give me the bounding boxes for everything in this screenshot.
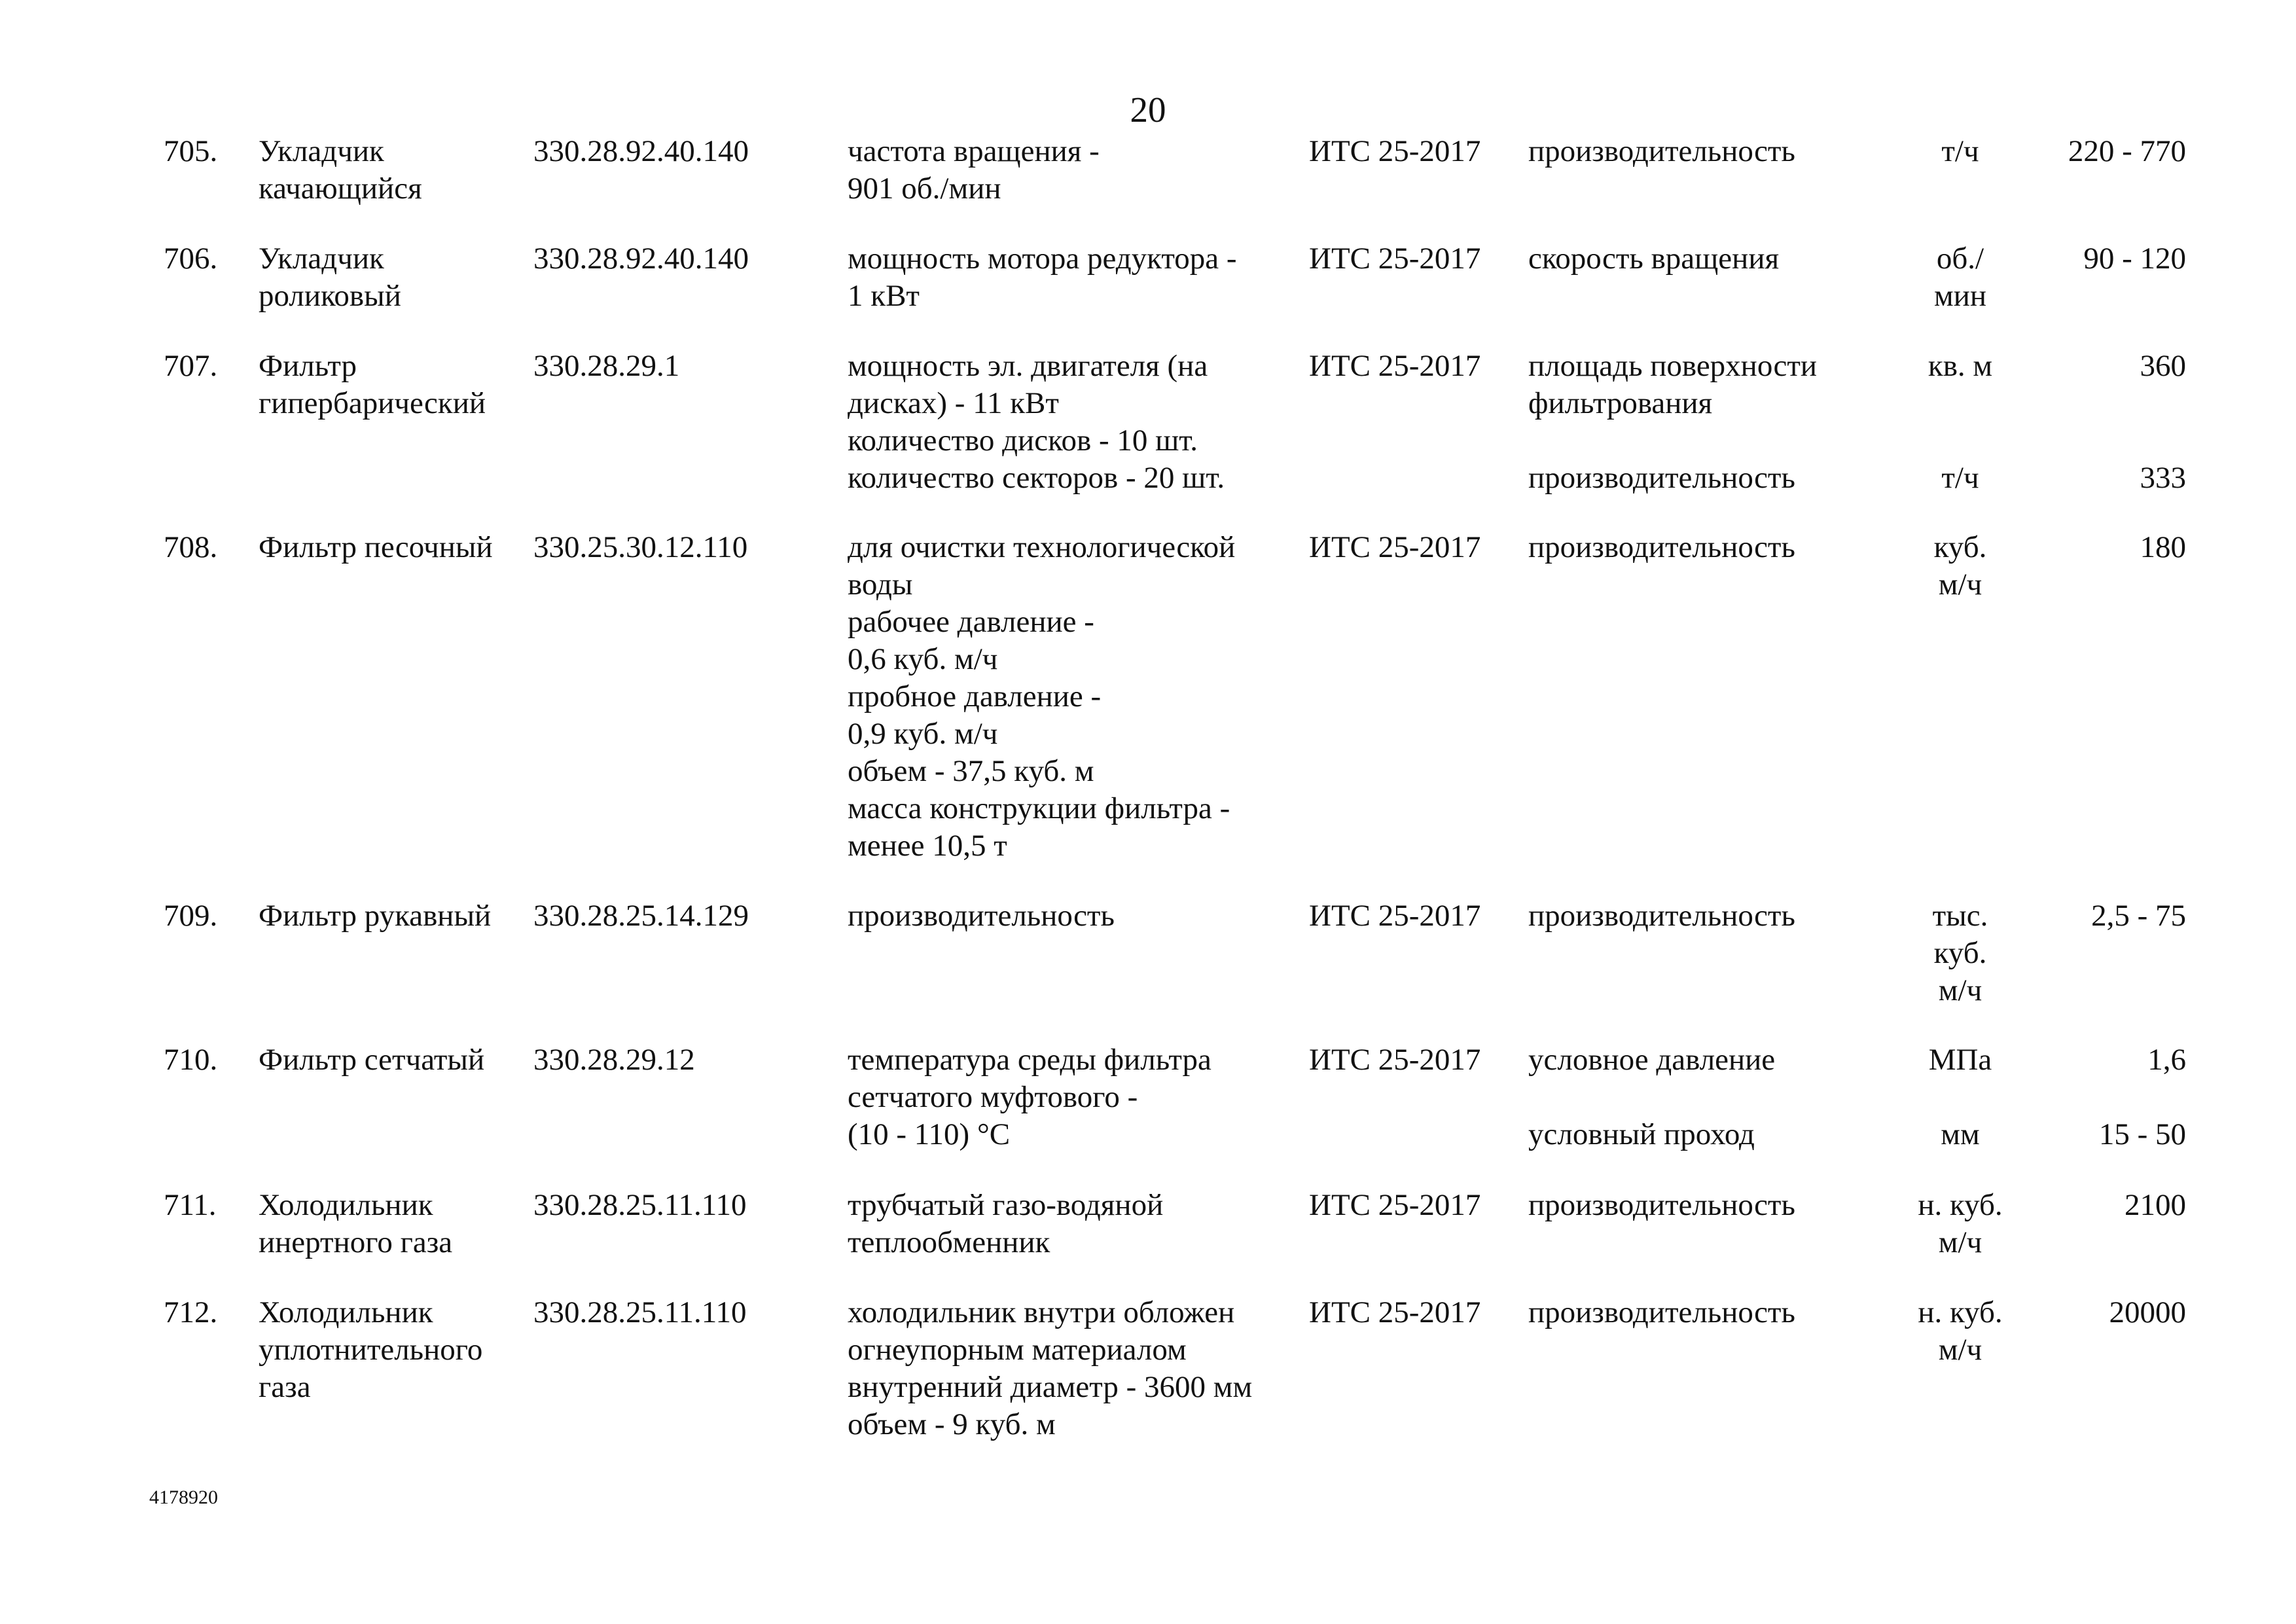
parameter-name: производительность [1528,530,1795,564]
row-number: 710. [164,1043,218,1077]
its-reference: ИТС 25-2017 [1309,134,1481,168]
okpd-code: 330.25.30.12.110 [533,530,748,564]
parameter-name: производительность [1528,1295,1795,1329]
parameter-name: площадь поверхности фильтрования [1528,349,1818,420]
equipment-description: трубчатый газо-водяной теплообменник [848,1188,1164,1259]
parameter-value: 20000 [2109,1295,2186,1329]
parameter-value: 2,5 - 75 [2091,899,2186,933]
its-reference: ИТС 25-2017 [1309,242,1481,276]
parameter-name: производительность [1528,1188,1795,1222]
parameter-unit: МПа [1928,1043,1992,1077]
okpd-code: 330.28.29.1 [533,349,680,383]
parameter-name: условное давление [1528,1043,1776,1077]
parameter-value: 333 [2140,461,2186,495]
parameter-value: 180 [2140,530,2186,564]
parameter-value: 1,6 [2147,1043,2186,1077]
its-reference: ИТС 25-2017 [1309,1188,1481,1222]
parameter-value: 90 - 120 [2083,242,2186,276]
equipment-name: Холодильник уплотнительного газа [259,1295,483,1404]
parameter-unit: н. куб. м/ч [1918,1188,2003,1259]
parameter-unit: мм [1941,1117,1980,1151]
parameter-unit: куб. м/ч [1933,530,1987,602]
equipment-description: холодильник внутри обложен огнеупорным материалом внутренний диаметр - 3600 мм объем - 9 куб. м [848,1295,1253,1441]
parameter-unit: тыс. куб. м/ч [1932,899,1988,1007]
equipment-name: Укладчик роликовый [259,242,401,313]
parameter-name: условный проход [1528,1117,1755,1151]
row-number: 712. [164,1295,218,1329]
equipment-description: мощность эл. двигателя (на дисках) - 11 кВт количество дисков - 10 шт. количество секторов - 20 шт. [848,349,1225,495]
row-number: 711. [164,1188,217,1222]
row-number: 709. [164,899,218,933]
its-reference: ИТС 25-2017 [1309,530,1481,564]
row-number: 706. [164,242,218,276]
parameter-unit: т/ч [1941,134,1979,168]
okpd-code: 330.28.25.11.110 [533,1188,747,1222]
equipment-name: Холодильник инертного газа [259,1188,453,1259]
equipment-description: частота вращения - 901 об./мин [848,134,1100,206]
row-number: 707. [164,349,218,383]
okpd-code: 330.28.25.14.129 [533,899,749,933]
parameter-value: 15 - 50 [2098,1117,2186,1151]
equipment-name: Укладчик качающийся [259,134,422,206]
its-reference: ИТС 25-2017 [1309,899,1481,933]
parameter-value: 2100 [2125,1188,2186,1222]
its-reference: ИТС 25-2017 [1309,1043,1481,1077]
parameter-name: производительность [1528,461,1795,495]
parameter-value: 220 - 770 [2068,134,2186,168]
row-number: 708. [164,530,218,564]
parameter-name: производительность [1528,134,1795,168]
okpd-code: 330.28.25.11.110 [533,1295,747,1329]
its-reference: ИТС 25-2017 [1309,349,1481,383]
page-number: 20 [1130,90,1166,130]
okpd-code: 330.28.29.12 [533,1043,695,1077]
parameter-unit: н. куб. м/ч [1918,1295,2003,1367]
document-code: 4178920 [149,1487,218,1508]
parameter-unit: т/ч [1941,461,1979,495]
okpd-code: 330.28.92.40.140 [533,134,749,168]
its-reference: ИТС 25-2017 [1309,1295,1481,1329]
equipment-name: Фильтр гипербарический [259,349,486,420]
okpd-code: 330.28.92.40.140 [533,242,749,276]
equipment-description: производительность [848,899,1115,933]
parameter-name: скорость вращения [1528,242,1780,276]
row-number: 705. [164,134,218,168]
equipment-name: Фильтр рукавный [259,899,492,933]
parameter-unit: об./ мин [1933,242,1987,313]
parameter-name: производительность [1528,899,1795,933]
parameter-unit: кв. м [1928,349,1993,383]
equipment-description: для очистки технологической воды рабочее давление - 0,6 куб. м/ч пробное давление - 0,9 куб. м/ч объем - 37,5 куб. м масса конструкции фильтра - менее 10,5 т [848,530,1236,863]
equipment-description: мощность мотора редуктора - 1 кВт [848,242,1237,313]
equipment-name: Фильтр песочный [259,530,493,564]
equipment-name: Фильтр сетчатый [259,1043,485,1077]
parameter-value: 360 [2140,349,2186,383]
equipment-description: температура среды фильтра сетчатого муфтового - (10 - 110) °C [848,1043,1211,1151]
